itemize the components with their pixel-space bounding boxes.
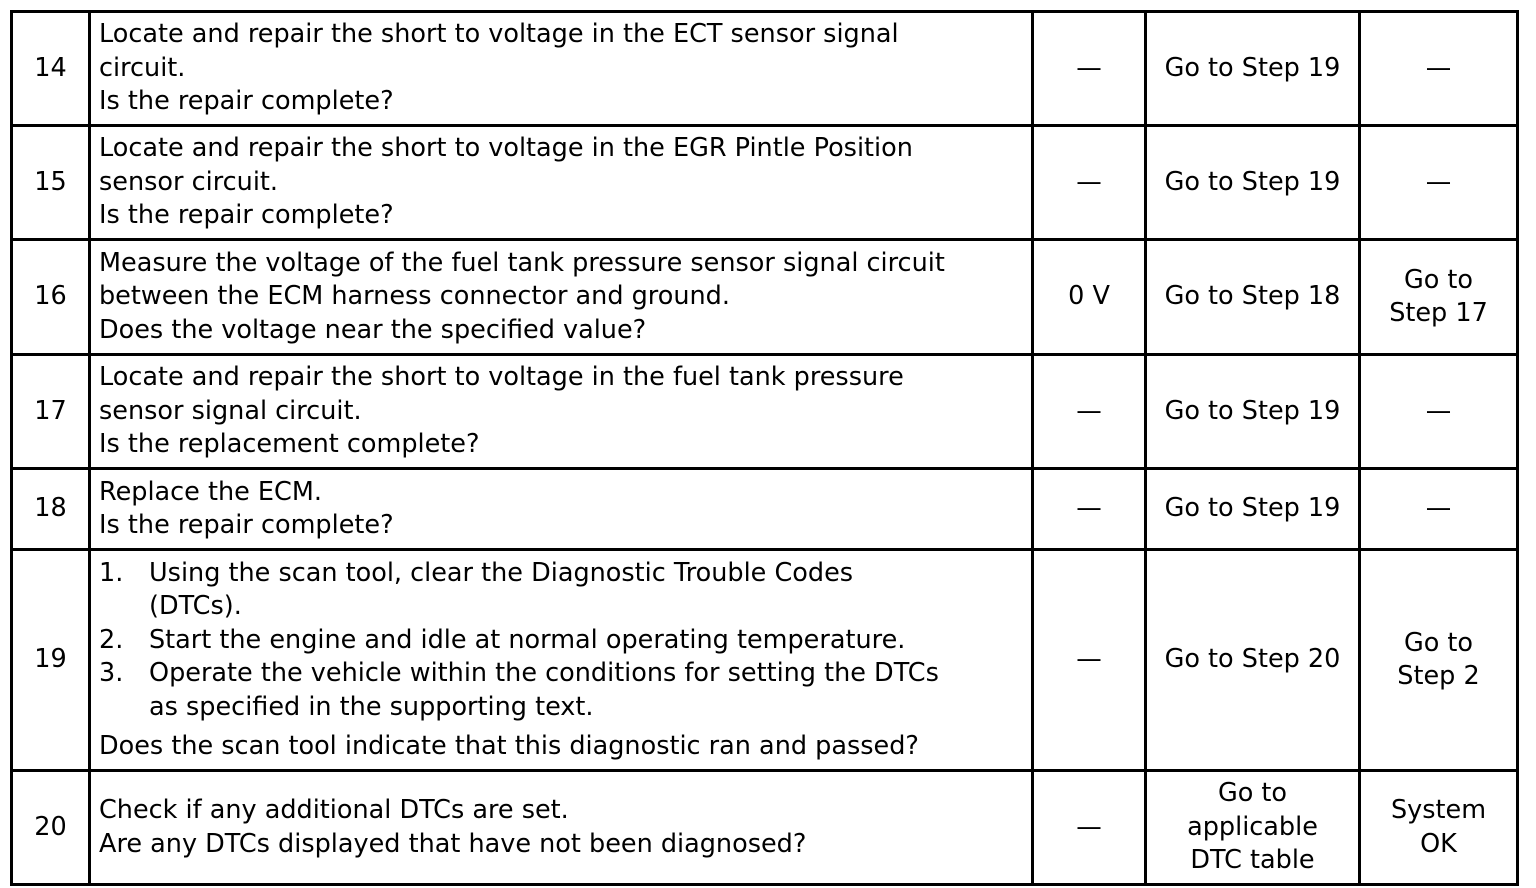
- action-line: sensor signal circuit.: [99, 395, 362, 426]
- substep-line: (DTCs).: [149, 591, 242, 621]
- step-number: 18: [12, 469, 90, 550]
- step-number: 17: [12, 355, 90, 469]
- list-item: [99, 657, 1023, 724]
- table-row: [12, 355, 1518, 469]
- action-cell: [90, 469, 1033, 550]
- table-row: [12, 771, 1518, 885]
- yes-line: Go to Step 19: [1164, 52, 1341, 83]
- no-cell: [1360, 126, 1518, 240]
- action-line: Is the replacement complete?: [99, 429, 480, 460]
- action-cell: [90, 355, 1033, 469]
- step-number: 16: [12, 240, 90, 355]
- yes-cell: [1146, 550, 1360, 771]
- question-line: Does the scan tool indicate that this diagnostic ran and passed?: [99, 731, 919, 761]
- no-line: Go to: [1403, 627, 1474, 658]
- yes-line: Go to Step 20: [1164, 644, 1341, 675]
- action-cell: [90, 126, 1033, 240]
- table-row: [12, 126, 1518, 240]
- table-row: [12, 469, 1518, 550]
- no-cell: [1360, 771, 1518, 885]
- no-line: Step 2: [1397, 661, 1480, 691]
- action-line: circuit.: [99, 52, 186, 83]
- yes-line: Go to Step 19: [1164, 166, 1341, 197]
- substep-line: as specified in the supporting text.: [149, 691, 594, 722]
- substep-index: 3.: [99, 658, 124, 688]
- yes-line: applicable: [1187, 811, 1318, 842]
- no-line: Go to: [1403, 264, 1474, 295]
- step-number: 19: [12, 550, 90, 771]
- value-cell: 0 V: [1033, 240, 1146, 355]
- substep-line: Operate the vehicle within the conditions for setting the DTCs: [149, 658, 939, 688]
- value-cell: —: [1033, 469, 1146, 550]
- value-cell: —: [1033, 355, 1146, 469]
- action-line: Is the repair complete?: [99, 510, 394, 540]
- yes-line: Go to Step 19: [1164, 395, 1341, 426]
- no-cell: [1360, 355, 1518, 469]
- value-cell: —: [1033, 12, 1146, 126]
- substep-list: [99, 557, 1023, 725]
- action-cell: [90, 12, 1033, 126]
- substep-line: Using the scan tool, clear the Diagnostic Trouble Codes: [149, 557, 854, 588]
- list-item: [99, 557, 1023, 624]
- diagnostic-table: [10, 10, 1519, 886]
- no-line: Step 17: [1389, 298, 1488, 328]
- yes-cell: [1146, 12, 1360, 126]
- action-line: Replace the ECM.: [99, 476, 322, 507]
- action-line: Locate and repair the short to voltage in the ECT sensor signal: [99, 19, 899, 50]
- action-line: Are any DTCs displayed that have not been diagnosed?: [99, 828, 807, 859]
- action-line: Does the voltage near the specified value?: [99, 314, 647, 345]
- action-line: Check if any additional DTCs are set.: [99, 795, 569, 825]
- no-line: OK: [1420, 828, 1457, 859]
- substep-line: Start the engine and idle at normal operating temperature.: [149, 624, 906, 655]
- substep-text: [149, 624, 1023, 658]
- step-number: 14: [12, 12, 90, 126]
- yes-cell: [1146, 126, 1360, 240]
- no-cell: [1360, 550, 1518, 771]
- list-item: [99, 624, 1023, 658]
- action-line: Locate and repair the short to voltage in the fuel tank pressure: [99, 362, 904, 393]
- action-line: Is the repair complete?: [99, 200, 394, 231]
- yes-line: Go to Step 18: [1164, 281, 1341, 312]
- yes-cell: [1146, 469, 1360, 550]
- no-line: —: [1425, 493, 1452, 524]
- table-row: [12, 240, 1518, 355]
- yes-cell: [1146, 355, 1360, 469]
- yes-line: Go to Step 19: [1164, 493, 1341, 524]
- value-cell: —: [1033, 126, 1146, 240]
- no-cell: [1360, 12, 1518, 126]
- action-line: between the ECM harness connector and ground.: [99, 281, 730, 312]
- substep-index: 1.: [99, 557, 124, 588]
- yes-cell: [1146, 771, 1360, 885]
- table-row: [12, 550, 1518, 771]
- action-line: Locate and repair the short to voltage in the EGR Pintle Position: [99, 133, 913, 164]
- substep-index: 2.: [99, 624, 124, 655]
- yes-line: Go to: [1217, 778, 1288, 809]
- yes-line: DTC table: [1190, 845, 1315, 876]
- step-number: 20: [12, 771, 90, 885]
- action-line: Measure the voltage of the fuel tank pressure sensor signal circuit: [99, 247, 945, 278]
- no-line: —: [1425, 395, 1452, 426]
- no-cell: [1360, 469, 1518, 550]
- value-cell: —: [1033, 771, 1146, 885]
- table-row: [12, 12, 1518, 126]
- action-cell: [90, 550, 1033, 771]
- no-line: —: [1425, 166, 1452, 197]
- substep-text: [149, 557, 1023, 624]
- substep-text: [149, 657, 1023, 724]
- action-cell: [90, 240, 1033, 355]
- action-cell: [90, 771, 1033, 885]
- step-number: 15: [12, 126, 90, 240]
- action-line: Is the repair complete?: [99, 86, 394, 117]
- diagnostic-table-page: [10, 10, 1516, 883]
- no-line: —: [1425, 52, 1452, 83]
- no-cell: [1360, 240, 1518, 355]
- action-line: sensor circuit.: [99, 166, 279, 197]
- value-cell: —: [1033, 550, 1146, 771]
- yes-cell: [1146, 240, 1360, 355]
- no-line: System: [1390, 795, 1487, 825]
